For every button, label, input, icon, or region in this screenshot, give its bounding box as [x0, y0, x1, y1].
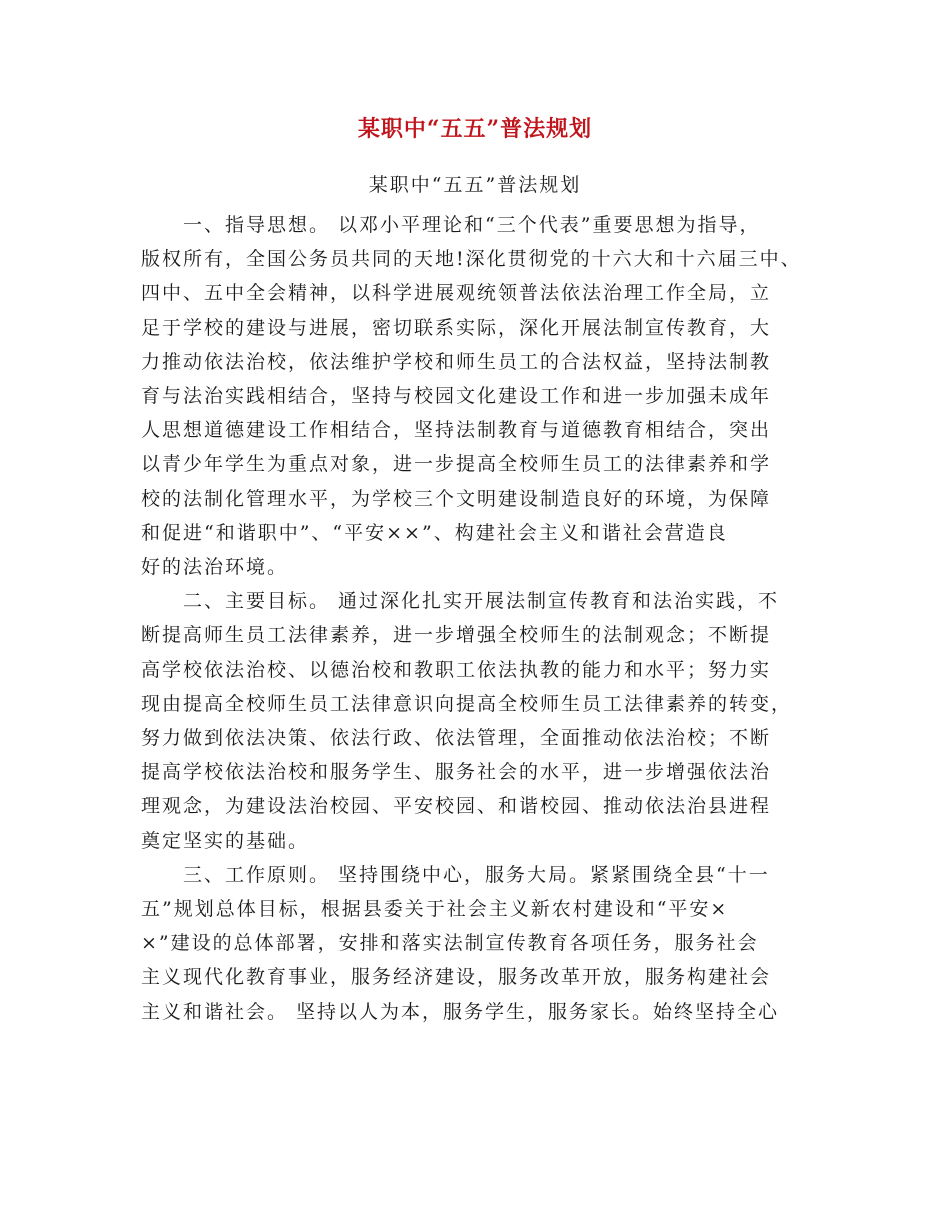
body-line: 理观念，为建设法治校园、平安校园、和谐校园、推动依法治县进程: [141, 795, 772, 818]
body-line: 主义和谐社会。 坚持以人为本，服务学生，服务家长。始终坚持全心: [141, 1000, 780, 1023]
body-line: 和促进“和谐职中”、“平安××”、构建社会主义和谐社会营造良: [141, 521, 728, 544]
body-line: 主义现代化教育事业，服务经济建设，服务改革开放，服务构建社会: [141, 966, 772, 989]
body-line: 力推动依法治校，依法维护学校和师生员工的合法权益，坚持法制教: [141, 350, 772, 373]
body-line: 努力做到依法决策、依法行政、依法管理，全面推动依法治校；不断: [141, 727, 772, 749]
document-subtitle: 某职中“五五”普法规划: [368, 174, 582, 196]
body-line: 奠定坚实的基础。: [141, 829, 310, 852]
body-line: 高学校依法治校、以德治校和教职工依法执教的能力和水平；努力实: [141, 658, 772, 681]
body-line: 足于学校的建设与进展，密切联系实际，深化开展法制宣传教育，大: [141, 316, 772, 339]
body-line: 人思想道德建设工作相结合，坚持法制教育与道德教育相结合，突出: [141, 419, 772, 442]
body-line: ×”建设的总体部署，安排和落实法制宣传教育各项任务，服务社会: [141, 932, 759, 955]
body-line: 一、指导思想。 以邓小平理论和“三个代表”重要思想为指导，: [141, 214, 761, 236]
body-line: 以青少年学生为重点对象，进一步提高全校师生员工的法律素养和学: [141, 453, 772, 476]
body-line: 育与法治实践相结合，坚持与校园文化建设工作和进一步加强未成年: [141, 385, 772, 407]
body-line: 现由提高全校师生员工法律意识向提高全校师生员工法律素养的转变，: [141, 692, 793, 715]
body-line: 三、工作原则。 坚持围绕中心，服务大局。紧紧围绕全县“十一: [141, 863, 770, 886]
body-line: 校的法制化管理水平，为学校三个文明建设制造良好的环境，为保障: [141, 487, 772, 510]
body-line: 断提高师生员工法律素养，进一步增强全校师生的法制观念；不断提: [141, 624, 772, 647]
body-line: 提高学校依法治校和服务学生、服务社会的水平，进一步增强依法治: [141, 761, 772, 784]
body-line: 好的法治环境。: [141, 556, 289, 578]
body-line: 五”规划总体目标，根据县委关于社会主义新农村建设和“平安×: [141, 898, 729, 920]
body-line: 版权所有，全国公务员共同的天地!深化贯彻党的十六大和十六届三中、: [141, 248, 802, 271]
body-line: 二、主要目标。 通过深化扎实开展法制宣传教育和法治实践，不: [141, 590, 780, 613]
document-title: 某职中“五五”普法规划: [357, 116, 593, 142]
body-line: 四中、五中全会精神，以科学进展观统领普法依法治理工作全局，立: [141, 282, 772, 305]
